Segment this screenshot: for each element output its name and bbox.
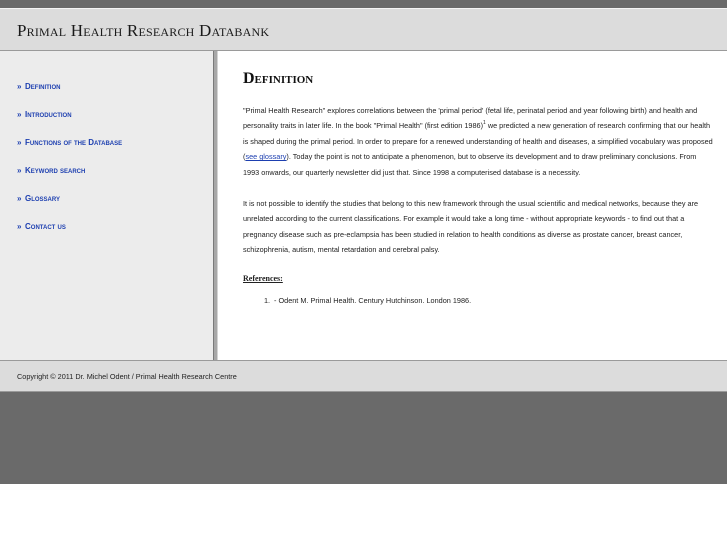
nav-link-glossary[interactable]: Glossary [25, 194, 61, 203]
reference-item [264, 296, 713, 305]
main-content [243, 70, 713, 305]
reference-text: - Odent M. Primal Health. Century Hutchinson. London 1986. [274, 295, 472, 305]
site-header [0, 8, 727, 51]
sidebar-nav [17, 82, 122, 250]
references-heading: References: [243, 273, 283, 283]
nav-link-keyword-search[interactable]: Keyword search [25, 166, 86, 175]
sidebar-item-definition [17, 82, 122, 110]
site-footer [0, 360, 727, 392]
sidebar-divider [213, 51, 218, 360]
intro-text-1: "Primal Health Research" explores correlations between the 'primal period' (fetal life, perinatal period and year following birth) and health and personality traits in later life. In the book "Primal Health" (first edition 1986) [243, 106, 698, 131]
sidebar-item-functions [17, 138, 122, 166]
bullet-icon: » [17, 138, 22, 147]
nav-link-functions[interactable]: Functions of the Database [25, 138, 123, 147]
bullet-icon: » [17, 82, 22, 91]
bullet-icon: » [17, 194, 22, 203]
glossary-link[interactable]: see glossary [245, 152, 287, 162]
sidebar-item-contact [17, 222, 122, 250]
top-strip [0, 0, 727, 8]
sidebar-item-introduction [17, 110, 122, 138]
page-title: Definition [243, 70, 314, 87]
reference-number: 1. [264, 295, 271, 305]
bullet-icon: » [17, 110, 22, 119]
nav-link-definition[interactable]: Definition [25, 82, 61, 91]
sidebar-item-keyword-search [17, 166, 122, 194]
intro-text-2: we predicted a new generation of research confirming that our health is shaped during the primal period. In order to prepare for a renewed understanding of health and diseases, a simplified vocabulary was proposed ( [243, 121, 713, 162]
intro-paragraph [243, 103, 713, 180]
sidebar-item-glossary [17, 194, 122, 222]
site-title: Primal Health Research Databank [17, 21, 270, 40]
bullet-icon: » [17, 166, 22, 175]
nav-link-contact[interactable]: Contact us [25, 222, 66, 231]
copyright-text: Copyright © 2011 Dr. Michel Odent / Primal Health Research Centre [17, 372, 237, 381]
second-paragraph: It is not possible to identify the studies that belong to this new framework through the usual scientific and medical networks, because they are unrelated according to the current classifications. For example it would take a long time - without appropriate keywords - to find out that a pregnancy disease such as pre-eclampsia has been studied in relation to health conditions as diverse as prostate cancer, breast cancer, schizophrenia, autism, mental retardation and cerebral palsy. [243, 199, 699, 255]
references-list [243, 296, 713, 305]
nav-link-introduction[interactable]: Introduction [25, 110, 72, 119]
footnote-marker: 1 [483, 120, 486, 127]
bullet-icon: » [17, 222, 22, 231]
intro-text-3: ). Today the point is not to anticipate a phenomenon, but to observe its development and to draw preliminary conclusions. From 1993 onwards, our quarterly newsletter did just that. Since 1998 a computerised database is a necessity. [243, 152, 697, 177]
